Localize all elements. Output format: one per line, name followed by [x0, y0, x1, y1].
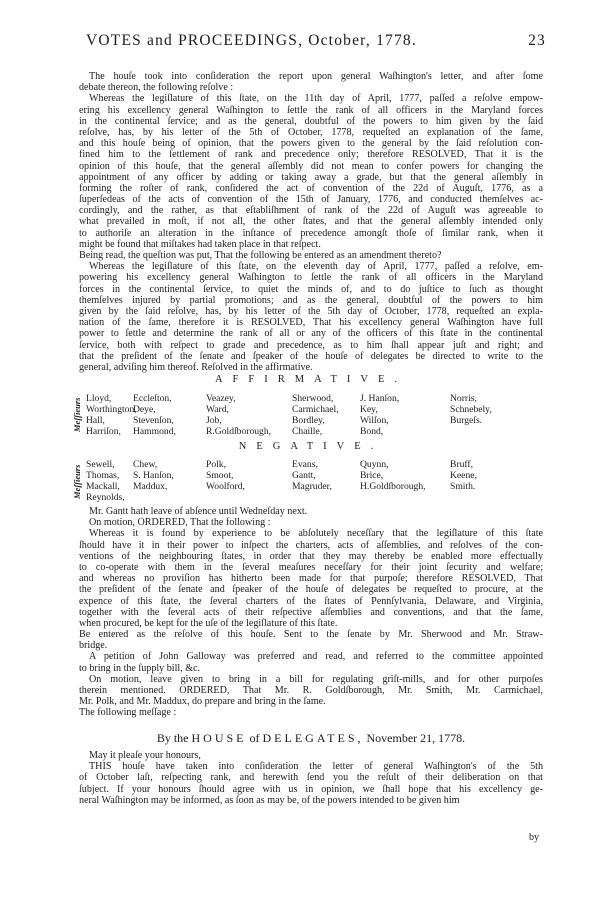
member-name: Brice, [360, 470, 384, 481]
member-name: Chaille, [292, 426, 323, 437]
text-line: fined him to the ſettlement of rank and precedence only; therefore RESOLVED, That it is the [79, 149, 543, 161]
affirmative-row [86, 426, 556, 437]
member-name: Burgeſs. [450, 415, 483, 426]
text-line: ſuperſedeas of the acts of convention of the 15th of January, 1776, and conducted themſelves ac- [79, 194, 543, 206]
member-name: Eccleſton, [133, 393, 172, 404]
messieurs-label-negative: Meſſieurs [72, 464, 82, 499]
member-name: Bond, [360, 426, 384, 437]
text-line: forming the roſter of rank, conſidered the act of convention of the 22d of Auguſt, 1776, as a [79, 182, 543, 194]
text-line: neral Waſhington may be informed, as ſoon as may be, of the powers intended to be given him [79, 794, 460, 806]
member-name: Key, [360, 404, 378, 415]
text-line: might be found that miſtakes had taken place in that reſpect. [79, 238, 321, 250]
text-line: and whereas no proviſion has hitherto been made for that purpoſe; therefore RESOLVED, That [79, 573, 543, 585]
member-name: Sherwood, [292, 393, 334, 404]
text-line: general, adviſing him thereof. Reſolved in the affirmative. [79, 361, 313, 373]
member-name: Lloyd, [86, 393, 112, 404]
member-name: Magruder, [292, 481, 332, 492]
text-line: the preſident of the ſenate and ſpeaker of the houſe of delegates be requeſted to procure, at the [79, 584, 543, 596]
page-number: 23 [528, 32, 546, 49]
text-line: ſubject. If your honours ſhould agree with us in opinion, we ſhall hope that his excellency ge- [79, 783, 543, 795]
text-line: of October laſt, reſpecting rank, and herewith ſend you the reſult of their deliberation on that [79, 772, 543, 784]
text-line: to authoriſe an alteration in the inſtance of precedence amongſt thoſe of ſimilar rank, when it [79, 227, 543, 239]
member-name: Job, [206, 415, 222, 426]
messieurs-label-affirmative: Meſſieurs [72, 397, 82, 432]
text-line: to bring in the ſupply bill, &c. [79, 662, 201, 674]
text-line: power to ſettle and determine the rank of all or any of the officers of this ſtate in the continental [79, 328, 543, 340]
negative-row [86, 470, 556, 481]
member-name: Sewell, [86, 459, 115, 470]
message-heading-delegates: DELEGATES, [262, 731, 364, 745]
member-name: Hammond, [133, 426, 176, 437]
text-line: A petition of John Galloway was preferred and read, and referred to the committee appointed [89, 651, 543, 663]
text-line: ſervice, both with reſpect to grade and precedence, as to him ſhall appear juſt and right; and [79, 339, 543, 351]
member-name: R.Goldſborough, [206, 426, 272, 437]
negative-row [86, 481, 556, 492]
text-line: expence of this ſtate, the ſeveral charters of the ſtates of Pennſylvania, Delaware, and Virginia, [79, 595, 543, 607]
member-name: Gantt, [292, 470, 316, 481]
affirmative-row [86, 404, 556, 415]
member-name: S. Hanſon, [133, 470, 174, 481]
text-line: The houſe took into conſideration the report upon general Waſhington's letter, and after ſome [89, 71, 543, 82]
message-heading-house: HOUSE [191, 731, 247, 745]
member-name: Keene, [450, 470, 477, 481]
text-line: bridge. [79, 640, 108, 652]
member-name: J. Hanſon, [360, 393, 400, 404]
running-title: VOTES and PROCEEDINGS, October, 1778. [86, 32, 417, 49]
affirmative-row [86, 415, 556, 426]
running-header [86, 32, 546, 52]
text-line: in the continental ſervice; and as the general, doubtful of the powers to him given by the ſaid [79, 115, 543, 127]
negative-names [86, 459, 556, 503]
member-name: Stevenſon, [133, 415, 174, 426]
text-line: Being read, the queſtion was put, That the following be entered as an amendment thereto? [79, 250, 442, 261]
text-line: therein mentioned. ORDERED, That Mr. R. Goldſborough, Mr. Smith, Mr. Carmichael, [79, 685, 543, 696]
text-line: Be entered as the reſolve of this houſe. Sent to the ſenate by Mr. Sherwood and Mr. Straw- [79, 629, 543, 641]
member-name: Deye, [133, 404, 156, 415]
text-line: together with the ſeveral acts of their reſpective aſſemblies and conventions, and that the ſame, [79, 606, 543, 618]
text-line: given by the ſaid reſolve, has, by his letter of the 5th day of October, 1778, requeſted an expla- [79, 305, 543, 317]
text-line: what prevailed in moſt, if not all, the other ſtates, and that the general aſſembly intended only [79, 216, 543, 228]
text-line: cordingly, and the rather, as that eſtabliſhment of rank of the 22d of Auguſt was agreeable to [79, 205, 543, 217]
text-line: Whereas it is found by experience to be abſolutely neceſſary that the legiſlature of this ſtate [89, 528, 543, 540]
affirmative-row [86, 393, 556, 404]
member-name: Quynn, [360, 459, 389, 470]
text-line: reſolve, has, by his letter of the 5th of October, 1778, requeſted an explanation of the ſame, [79, 126, 543, 138]
member-name: Harriſon, [86, 426, 121, 437]
resolve-text-block [79, 71, 543, 373]
text-line: nation of the ſame, therefore it is RESOLVED, That his excellency general Waſhington have full [79, 317, 543, 329]
text-line: opinion of this houſe, that the general aſſembly did not mean to confer powers for changing the [79, 160, 543, 172]
text-line: powering his excellency general Waſhington to ſettle the rank of all officers in the Maryland [79, 272, 543, 284]
text-line: ventions of the neighbouring ſtates, in order that they may thereby be enabled more effectually [79, 550, 543, 562]
text-line: Whereas the legiſlature of this ſtate, on the 11th day of April, 1777, paſſed a reſolve empow- [89, 93, 543, 105]
member-name: Smoot, [206, 470, 234, 481]
member-name: Ward, [206, 404, 229, 415]
text-line: ering his excellency general Waſhington to ſettle the rank of all officers in the Maryland forces [79, 104, 543, 116]
message-heading-of: of [249, 731, 260, 745]
member-name: Bruff, [450, 459, 474, 470]
message-heading-date: November 21, 1778. [366, 731, 466, 745]
member-name: Bordley, [292, 415, 325, 426]
message-heading-by: By the [156, 731, 189, 745]
member-name: Norris, [450, 393, 477, 404]
text-line: Mr. Polk, and Mr. Maddux, do prepare and bring in the ſame. [79, 696, 326, 708]
member-name: Evans, [292, 459, 318, 470]
affirmative-names [86, 393, 556, 437]
negative-row [86, 492, 556, 503]
text-line: appointment of any officer by adding or taking away a grade, but that the general aſſembly in [79, 171, 543, 183]
proceedings-text-block [79, 506, 543, 719]
text-line: forces in the continental ſervice, to quiet the minds of, and to do juſtice to ſuch as thought [79, 283, 543, 295]
member-name: Woolford, [206, 481, 245, 492]
negative-heading: NEGATIVE. [238, 441, 384, 452]
member-name: Carmichael, [292, 404, 339, 415]
text-line: when procured, be kept for the uſe of the legiſlature of this ſtate. [79, 617, 338, 629]
message-heading [79, 731, 543, 746]
member-name: H.Goldſborough, [360, 481, 426, 492]
text-line: On motion, ORDERED, That the following : [89, 517, 271, 529]
text-line: May it pleaſe your honours, [89, 750, 201, 761]
text-line: and this houſe being of opinion, that the powers given to the general by the ſaid reſolution con- [79, 138, 543, 150]
member-name: Maddux, [133, 481, 168, 492]
member-name: Hall, [86, 415, 105, 426]
message-text-block [79, 750, 543, 806]
text-line: themſelves injured by partial promotions; and as the general, doubtful of the powers to him [79, 294, 543, 306]
text-line: that the preſident of the ſenate and ſpeaker of the houſe of delegates be directed to write to the [79, 350, 543, 362]
catchword: by [529, 832, 540, 843]
text-line: debate thereon, the following reſolve : [79, 82, 234, 94]
affirmative-heading: AFFIRMATIVE. [214, 374, 408, 385]
member-name: Wilſon, [360, 415, 389, 426]
member-name: Chew, [133, 459, 158, 470]
text-line: The following meſſage : [79, 707, 177, 719]
text-line: to co-operate with them in the ſeveral meaſures neceſſary for their joint ſecurity and welfare; [79, 561, 543, 573]
text-line: Mr. Gantt hath leave of abſence until Wedneſday next. [89, 506, 308, 517]
member-name: Smith. [450, 481, 476, 492]
member-name: Schnebely, [450, 404, 492, 415]
member-name: Polk, [206, 459, 226, 470]
member-name: Thomas, [86, 470, 120, 481]
member-name: Worthington, [86, 404, 137, 415]
text-line: Whereas the legiſlature of this ſtate, on the eleventh day of April, 1777, paſſed a reſolve, em- [89, 261, 543, 273]
member-name: Reynolds, [86, 492, 125, 503]
text-line: THIS houſe have taken into conſideration the letter of general Waſhington's of the 5th [89, 761, 543, 773]
negative-row [86, 459, 556, 470]
member-name: Veazey, [206, 393, 236, 404]
text-line: ſhould have it in their power to inſpect the charters, acts of aſſemblies, and reſolves of the con- [79, 539, 543, 551]
member-name: Mackall, [86, 481, 120, 492]
text-line: On motion, leave given to bring in a bill for regulating griſt-mills, and for other purpoſes [89, 673, 543, 685]
